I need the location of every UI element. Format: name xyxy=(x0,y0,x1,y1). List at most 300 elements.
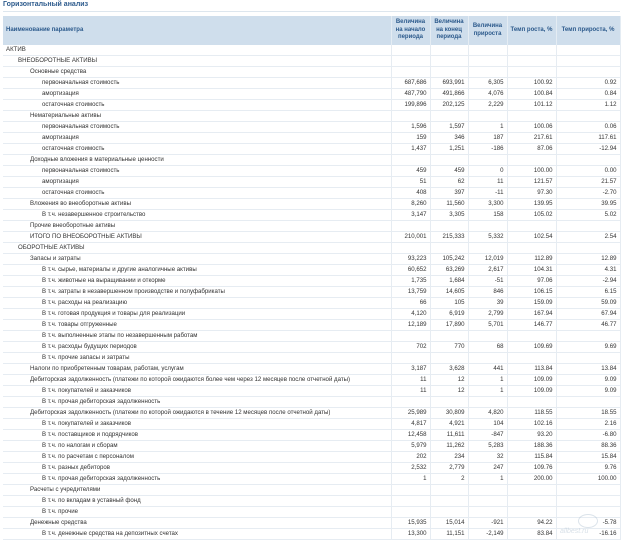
growth-rate-cell: 146.77 xyxy=(507,320,556,331)
table-row[interactable] xyxy=(3,419,620,430)
parameter-name-cell: Прочие внеоборотные активы xyxy=(3,221,391,232)
growth-rate-cell: 159.09 xyxy=(507,298,556,309)
increase-value-cell: 158 xyxy=(468,210,507,221)
increase-value-cell: 2,799 xyxy=(468,309,507,320)
end-value-cell: 62 xyxy=(430,177,468,188)
growth-rate-cell: 217.61 xyxy=(507,133,556,144)
start-value-cell: 15,935 xyxy=(391,518,430,529)
start-value-cell: 1,596 xyxy=(391,122,430,133)
parameter-name-cell: В т.ч. прочие запасы и затраты xyxy=(3,353,391,364)
table-row[interactable] xyxy=(3,507,620,518)
parameter-name-cell: ОБОРОТНЫЕ АКТИВЫ xyxy=(3,243,391,254)
start-value-cell: 8,260 xyxy=(391,199,430,210)
growth-rate-cell xyxy=(507,45,556,56)
growth-rate-cell: 167.94 xyxy=(507,309,556,320)
start-value-cell: 11 xyxy=(391,375,430,386)
parameter-name-cell: В т.ч. поставщиков и подрядчиков xyxy=(3,430,391,441)
parameter-name-cell: В т.ч. прочие xyxy=(3,507,391,518)
increase-value-cell xyxy=(468,507,507,518)
table-row[interactable] xyxy=(3,254,620,265)
start-value-cell: 4,817 xyxy=(391,419,430,430)
increase-value-cell xyxy=(468,243,507,254)
increase-rate-cell: 88.36 xyxy=(556,441,620,452)
parameter-name-cell: Налоги по приобретенным товарам, работам, услугам xyxy=(3,364,391,375)
end-value-cell: 3,305 xyxy=(430,210,468,221)
increase-rate-cell xyxy=(556,353,620,364)
parameter-name-cell: амортизация xyxy=(3,133,391,144)
end-value-cell: 17,890 xyxy=(430,320,468,331)
start-value-cell xyxy=(391,243,430,254)
table-row[interactable] xyxy=(3,386,620,397)
increase-value-cell xyxy=(468,331,507,342)
increase-value-cell xyxy=(468,56,507,67)
growth-rate-cell xyxy=(507,331,556,342)
growth-rate-cell: 109.09 xyxy=(507,375,556,386)
increase-rate-cell: 4.31 xyxy=(556,265,620,276)
table-row[interactable] xyxy=(3,342,620,353)
end-value-cell xyxy=(430,155,468,166)
end-value-cell: 202,125 xyxy=(430,100,468,111)
parameter-name-cell: остаточная стоимость xyxy=(3,100,391,111)
table-row[interactable] xyxy=(3,210,620,221)
parameter-name-cell: Основные средства xyxy=(3,67,391,78)
table-row[interactable] xyxy=(3,287,620,298)
increase-rate-cell: 6.15 xyxy=(556,287,620,298)
growth-rate-cell: 106.15 xyxy=(507,287,556,298)
table-row[interactable] xyxy=(3,485,620,496)
end-value-cell xyxy=(430,353,468,364)
start-value-cell: 210,001 xyxy=(391,232,430,243)
increase-value-cell: -11 xyxy=(468,188,507,199)
start-value-cell: 1 xyxy=(391,474,430,485)
table-row[interactable] xyxy=(3,452,620,463)
start-value-cell xyxy=(391,397,430,408)
header-increase-rate[interactable]: Темп прироста, % xyxy=(556,16,620,45)
end-value-cell: 11,611 xyxy=(430,430,468,441)
table-row[interactable] xyxy=(3,188,620,199)
start-value-cell: 408 xyxy=(391,188,430,199)
parameter-name-cell: амортизация xyxy=(3,89,391,100)
table-header-row xyxy=(3,16,620,45)
start-value-cell: 202 xyxy=(391,452,430,463)
growth-rate-cell: 87.06 xyxy=(507,144,556,155)
start-value-cell: 1,735 xyxy=(391,276,430,287)
increase-value-cell: 5,332 xyxy=(468,232,507,243)
title-divider xyxy=(3,11,620,12)
table-row[interactable] xyxy=(3,496,620,507)
table-row[interactable] xyxy=(3,474,620,485)
parameter-name-cell: В т.ч. расходы на реализацию xyxy=(3,298,391,309)
increase-rate-cell xyxy=(556,155,620,166)
end-value-cell: 491,866 xyxy=(430,89,468,100)
increase-rate-cell: 9.69 xyxy=(556,342,620,353)
growth-rate-cell: 109.09 xyxy=(507,386,556,397)
start-value-cell: 4,120 xyxy=(391,309,430,320)
end-value-cell: 12 xyxy=(430,375,468,386)
increase-rate-cell: 67.94 xyxy=(556,309,620,320)
end-value-cell: 770 xyxy=(430,342,468,353)
growth-rate-cell xyxy=(507,56,556,67)
increase-value-cell: -51 xyxy=(468,276,507,287)
end-value-cell xyxy=(430,45,468,56)
end-value-cell: 3,628 xyxy=(430,364,468,375)
end-value-cell: 6,919 xyxy=(430,309,468,320)
start-value-cell xyxy=(391,111,430,122)
growth-rate-cell: 100.06 xyxy=(507,122,556,133)
table-row[interactable] xyxy=(3,67,620,78)
end-value-cell xyxy=(430,67,468,78)
start-value-cell: 702 xyxy=(391,342,430,353)
increase-rate-cell xyxy=(556,507,620,518)
increase-rate-cell xyxy=(556,111,620,122)
parameter-name-cell: В т.ч. денежные средства на депозитных счетах xyxy=(3,529,391,540)
start-value-cell: 66 xyxy=(391,298,430,309)
growth-rate-cell: 104.31 xyxy=(507,265,556,276)
increase-value-cell: 104 xyxy=(468,419,507,430)
start-value-cell xyxy=(391,56,430,67)
increase-rate-cell xyxy=(556,221,620,232)
growth-rate-cell xyxy=(507,221,556,232)
growth-rate-cell: 97.30 xyxy=(507,188,556,199)
end-value-cell xyxy=(430,243,468,254)
increase-rate-cell: 0.06 xyxy=(556,122,620,133)
table-row[interactable] xyxy=(3,441,620,452)
increase-rate-cell xyxy=(556,496,620,507)
table-row[interactable] xyxy=(3,144,620,155)
increase-rate-cell xyxy=(556,485,620,496)
table-body xyxy=(3,45,620,540)
horizontal-analysis-table xyxy=(3,16,621,540)
parameter-name-cell: В т.ч. затраты в незавершенном производстве и полуфабрикаты xyxy=(3,287,391,298)
growth-rate-cell: 100.84 xyxy=(507,89,556,100)
growth-rate-cell: 139.95 xyxy=(507,199,556,210)
parameter-name-cell: Запасы и затраты xyxy=(3,254,391,265)
table-row[interactable] xyxy=(3,320,620,331)
table-row[interactable] xyxy=(3,232,620,243)
increase-rate-cell xyxy=(556,243,620,254)
end-value-cell: 14,605 xyxy=(430,287,468,298)
end-value-cell xyxy=(430,397,468,408)
parameter-name-cell: В т.ч. готовая продукция и товары для реализации xyxy=(3,309,391,320)
end-value-cell: 215,333 xyxy=(430,232,468,243)
end-value-cell xyxy=(430,496,468,507)
start-value-cell xyxy=(391,155,430,166)
start-value-cell: 25,989 xyxy=(391,408,430,419)
growth-rate-cell: 94.22 xyxy=(507,518,556,529)
table-row[interactable] xyxy=(3,199,620,210)
increase-value-cell: 4,820 xyxy=(468,408,507,419)
start-value-cell: 3,147 xyxy=(391,210,430,221)
parameter-name-cell: В т.ч. по расчетам с персоналом xyxy=(3,452,391,463)
growth-rate-cell: 112.89 xyxy=(507,254,556,265)
table-row[interactable] xyxy=(3,166,620,177)
increase-value-cell: -2,149 xyxy=(468,529,507,540)
parameter-name-cell: Доходные вложения в материальные ценности xyxy=(3,155,391,166)
start-value-cell: 60,652 xyxy=(391,265,430,276)
table-row[interactable] xyxy=(3,331,620,342)
growth-rate-cell: 101.12 xyxy=(507,100,556,111)
start-value-cell xyxy=(391,507,430,518)
end-value-cell: 459 xyxy=(430,166,468,177)
increase-value-cell: 12,019 xyxy=(468,254,507,265)
growth-rate-cell: 83.84 xyxy=(507,529,556,540)
increase-value-cell: -186 xyxy=(468,144,507,155)
growth-rate-cell: 93.20 xyxy=(507,430,556,441)
table-row[interactable] xyxy=(3,122,620,133)
end-value-cell: 1,251 xyxy=(430,144,468,155)
table-row[interactable] xyxy=(3,353,620,364)
parameter-name-cell: Нематериальные активы xyxy=(3,111,391,122)
increase-rate-cell: 1.12 xyxy=(556,100,620,111)
increase-value-cell xyxy=(468,397,507,408)
table-row[interactable] xyxy=(3,364,620,375)
table-row[interactable] xyxy=(3,155,620,166)
parameter-name-cell: В т.ч. по налогам и сборам xyxy=(3,441,391,452)
increase-value-cell: 0 xyxy=(468,166,507,177)
increase-value-cell xyxy=(468,111,507,122)
start-value-cell: 51 xyxy=(391,177,430,188)
parameter-name-cell: В т.ч. незавершенное строительство xyxy=(3,210,391,221)
increase-rate-cell: 117.61 xyxy=(556,133,620,144)
increase-value-cell: 1 xyxy=(468,122,507,133)
increase-rate-cell: 9.09 xyxy=(556,386,620,397)
increase-value-cell: 441 xyxy=(468,364,507,375)
increase-rate-cell: 46.77 xyxy=(556,320,620,331)
start-value-cell: 12,189 xyxy=(391,320,430,331)
growth-rate-cell: 97.06 xyxy=(507,276,556,287)
table-row[interactable] xyxy=(3,45,620,56)
end-value-cell xyxy=(430,485,468,496)
start-value-cell: 12,458 xyxy=(391,430,430,441)
increase-rate-cell: 100.00 xyxy=(556,474,620,485)
increase-value-cell: 5,701 xyxy=(468,320,507,331)
growth-rate-cell xyxy=(507,111,556,122)
parameter-name-cell: первоначальная стоимость xyxy=(3,122,391,133)
growth-rate-cell xyxy=(507,155,556,166)
table-row[interactable] xyxy=(3,375,620,386)
table-row[interactable] xyxy=(3,309,620,320)
increase-value-cell: -847 xyxy=(468,430,507,441)
end-value-cell: 1,684 xyxy=(430,276,468,287)
parameter-name-cell: В т.ч. покупателей и заказчиков xyxy=(3,419,391,430)
growth-rate-cell: 102.16 xyxy=(507,419,556,430)
end-value-cell: 11,262 xyxy=(430,441,468,452)
start-value-cell: 5,979 xyxy=(391,441,430,452)
table-row[interactable] xyxy=(3,265,620,276)
increase-rate-cell: -6.80 xyxy=(556,430,620,441)
increase-rate-cell: 2.16 xyxy=(556,419,620,430)
end-value-cell: 693,991 xyxy=(430,78,468,89)
table-row[interactable] xyxy=(3,463,620,474)
growth-rate-cell: 109.69 xyxy=(507,342,556,353)
growth-rate-cell xyxy=(507,353,556,364)
parameter-name-cell: первоначальная стоимость xyxy=(3,78,391,89)
end-value-cell xyxy=(430,111,468,122)
end-value-cell: 2,779 xyxy=(430,463,468,474)
increase-rate-cell: 0.00 xyxy=(556,166,620,177)
increase-value-cell: 32 xyxy=(468,452,507,463)
parameter-name-cell: Денежные средства xyxy=(3,518,391,529)
end-value-cell: 397 xyxy=(430,188,468,199)
increase-value-cell: 1 xyxy=(468,474,507,485)
page-title: Горизонтальный анализ xyxy=(3,1,89,8)
table-row[interactable] xyxy=(3,276,620,287)
increase-value-cell: 2,229 xyxy=(468,100,507,111)
increase-rate-cell: -2.94 xyxy=(556,276,620,287)
increase-value-cell: 4,076 xyxy=(468,89,507,100)
growth-rate-cell: 100.00 xyxy=(507,166,556,177)
parameter-name-cell: В т.ч. товары отгруженные xyxy=(3,320,391,331)
increase-value-cell: 1 xyxy=(468,375,507,386)
header-end-value[interactable]: Величина на конец периода xyxy=(430,16,468,45)
increase-rate-cell xyxy=(556,397,620,408)
increase-rate-cell: -12.94 xyxy=(556,144,620,155)
increase-value-cell: 5,283 xyxy=(468,441,507,452)
table-row[interactable] xyxy=(3,243,620,254)
end-value-cell: 30,809 xyxy=(430,408,468,419)
increase-value-cell xyxy=(468,353,507,364)
header-parameter-name[interactable]: Наименование параметра xyxy=(3,16,391,45)
end-value-cell: 11,151 xyxy=(430,529,468,540)
parameter-name-cell: Дебиторская задолженность (платежи по которой ожидаются более чем через 12 месяцев после отчетной даты) xyxy=(3,375,391,386)
increase-rate-cell: 13.84 xyxy=(556,364,620,375)
parameter-name-cell: В т.ч. покупателей и заказчиков xyxy=(3,386,391,397)
start-value-cell xyxy=(391,353,430,364)
growth-rate-cell: 100.92 xyxy=(507,78,556,89)
header-increase-value[interactable]: Величина прироста xyxy=(468,16,507,45)
table-row[interactable] xyxy=(3,177,620,188)
increase-rate-cell: 21.57 xyxy=(556,177,620,188)
parameter-name-cell: Расчеты с учредителями xyxy=(3,485,391,496)
end-value-cell: 4,921 xyxy=(430,419,468,430)
table-row[interactable] xyxy=(3,298,620,309)
end-value-cell: 105,242 xyxy=(430,254,468,265)
start-value-cell: 687,686 xyxy=(391,78,430,89)
table-row[interactable] xyxy=(3,89,620,100)
start-value-cell xyxy=(391,331,430,342)
parameter-name-cell: В т.ч. расходы будущих периодов xyxy=(3,342,391,353)
table-row[interactable] xyxy=(3,430,620,441)
end-value-cell: 63,269 xyxy=(430,265,468,276)
parameter-name-cell: остаточная стоимость xyxy=(3,144,391,155)
end-value-cell xyxy=(430,331,468,342)
parameter-name-cell: В т.ч. разных дебиторов xyxy=(3,463,391,474)
table-row[interactable] xyxy=(3,529,620,540)
parameter-name-cell: АКТИВ xyxy=(3,45,391,56)
table-row[interactable] xyxy=(3,100,620,111)
growth-rate-cell xyxy=(507,507,556,518)
watermark-text: allbest.ru xyxy=(560,528,589,535)
increase-value-cell: 247 xyxy=(468,463,507,474)
increase-rate-cell: 5.02 xyxy=(556,210,620,221)
growth-rate-cell: 102.54 xyxy=(507,232,556,243)
start-value-cell: 13,300 xyxy=(391,529,430,540)
increase-value-cell: 68 xyxy=(468,342,507,353)
growth-rate-cell: 105.02 xyxy=(507,210,556,221)
header-growth-rate[interactable]: Темп роста, % xyxy=(507,16,556,45)
increase-value-cell xyxy=(468,485,507,496)
increase-value-cell xyxy=(468,221,507,232)
increase-value-cell: 846 xyxy=(468,287,507,298)
table-row[interactable] xyxy=(3,78,620,89)
start-value-cell: 459 xyxy=(391,166,430,177)
parameter-name-cell: остаточная стоимость xyxy=(3,188,391,199)
increase-rate-cell: -16.16 xyxy=(556,529,620,540)
increase-value-cell: 6,305 xyxy=(468,78,507,89)
end-value-cell: 11,560 xyxy=(430,199,468,210)
growth-rate-cell xyxy=(507,496,556,507)
parameter-name-cell: В т.ч. прочая дебиторская задолженность xyxy=(3,474,391,485)
end-value-cell: 12 xyxy=(430,386,468,397)
increase-value-cell: 187 xyxy=(468,133,507,144)
increase-rate-cell: 9.76 xyxy=(556,463,620,474)
growth-rate-cell xyxy=(507,485,556,496)
increase-rate-cell: 12.89 xyxy=(556,254,620,265)
end-value-cell: 105 xyxy=(430,298,468,309)
start-value-cell xyxy=(391,221,430,232)
growth-rate-cell: 118.55 xyxy=(507,408,556,419)
start-value-cell: 93,223 xyxy=(391,254,430,265)
end-value-cell xyxy=(430,56,468,67)
increase-rate-cell: 18.55 xyxy=(556,408,620,419)
parameter-name-cell: В т.ч. прочая дебиторская задолженность xyxy=(3,397,391,408)
increase-rate-cell: 0.92 xyxy=(556,78,620,89)
start-value-cell xyxy=(391,485,430,496)
table-row[interactable] xyxy=(3,111,620,122)
start-value-cell: 487,790 xyxy=(391,89,430,100)
increase-rate-cell: 2.54 xyxy=(556,232,620,243)
increase-value-cell: -921 xyxy=(468,518,507,529)
end-value-cell xyxy=(430,507,468,518)
parameter-name-cell: первоначальная стоимость xyxy=(3,166,391,177)
table-row[interactable] xyxy=(3,397,620,408)
growth-rate-cell: 121.57 xyxy=(507,177,556,188)
increase-value-cell xyxy=(468,45,507,56)
increase-rate-cell xyxy=(556,45,620,56)
end-value-cell: 346 xyxy=(430,133,468,144)
growth-rate-cell: 113.84 xyxy=(507,364,556,375)
increase-value-cell: 39 xyxy=(468,298,507,309)
parameter-name-cell: В т.ч. выполненные этапы по незавершенным работам xyxy=(3,331,391,342)
growth-rate-cell: 109.76 xyxy=(507,463,556,474)
parameter-name-cell: Вложения во внеоборотные активы xyxy=(3,199,391,210)
start-value-cell xyxy=(391,496,430,507)
end-value-cell: 15,014 xyxy=(430,518,468,529)
increase-value-cell xyxy=(468,496,507,507)
start-value-cell: 159 xyxy=(391,133,430,144)
start-value-cell: 1,437 xyxy=(391,144,430,155)
increase-value-cell xyxy=(468,67,507,78)
table-row[interactable] xyxy=(3,221,620,232)
header-start-value[interactable]: Величина на начало периода xyxy=(391,16,430,45)
parameter-name-cell: В т.ч. по вкладам в уставный фонд xyxy=(3,496,391,507)
table-row[interactable] xyxy=(3,56,620,67)
start-value-cell: 2,532 xyxy=(391,463,430,474)
end-value-cell: 1,597 xyxy=(430,122,468,133)
start-value-cell: 13,759 xyxy=(391,287,430,298)
increase-rate-cell xyxy=(556,331,620,342)
increase-rate-cell: 59.09 xyxy=(556,298,620,309)
parameter-name-cell: ВНЕОБОРОТНЫЕ АКТИВЫ xyxy=(3,56,391,67)
increase-value-cell xyxy=(468,155,507,166)
parameter-name-cell: В т.ч. сырье, материалы и другие аналогичные активы xyxy=(3,265,391,276)
table-row[interactable] xyxy=(3,408,620,419)
increase-value-cell: 2,617 xyxy=(468,265,507,276)
increase-rate-cell: 9.09 xyxy=(556,375,620,386)
increase-rate-cell: 15.84 xyxy=(556,452,620,463)
table-row[interactable] xyxy=(3,518,620,529)
table-row[interactable] xyxy=(3,133,620,144)
